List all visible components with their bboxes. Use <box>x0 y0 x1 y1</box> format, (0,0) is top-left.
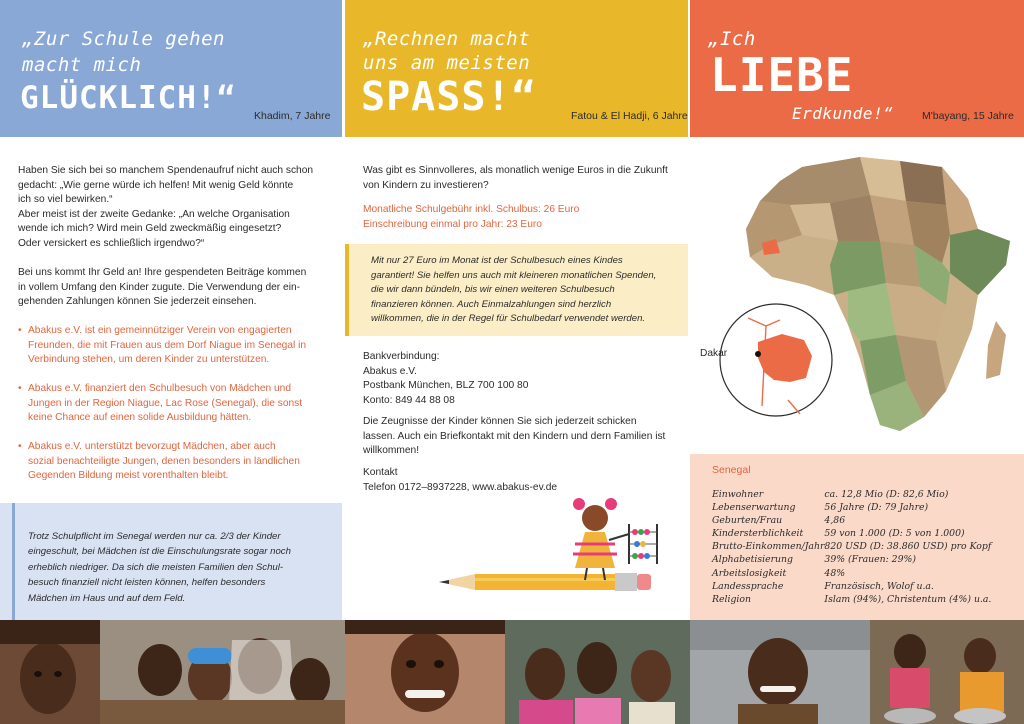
photo-children-group-2 <box>505 620 690 724</box>
certificates-paragraph: Die Zeugnisse der Kinder können Sie sich jederzeit schicken lassen. Auch ein Briefkontakt mit den Kindern und dern Familien ist willkommen! <box>363 416 666 457</box>
contact-block: Kontakt Telefon 0172–8937228, www.abakus-ev.de <box>363 467 558 493</box>
quote-3-line-1: „Ich <box>708 28 756 50</box>
photo-boy-portrait <box>690 620 870 724</box>
table-row: Landessprache Französisch, Wolof u.a. <box>712 580 934 592</box>
photo-smiling-girl <box>345 620 505 724</box>
table-row: Religion Islam (94%), Christentum (4%) u.a. <box>712 593 992 605</box>
quote-2-line-2: uns am meisten <box>363 52 531 74</box>
photo-girl-portrait <box>0 620 100 724</box>
school-info-box <box>0 503 342 620</box>
column-3 <box>690 0 1024 724</box>
school-info-text: Trotz Schulpflicht im Senegal werden nur ca. 2/3 der Kinder eingeschult, bei Mädchen ist die Einschulungsrate sogar noch erheblich niedriger. Da sich die meisten Familien den Schul- besuch finanziell nicht leisten können, helfen besonders Mädchen im Haus und auf dem Feld. <box>28 531 291 604</box>
photo-women-cooking <box>870 620 1024 724</box>
pencil-icon <box>439 573 651 591</box>
child-drawing-icon <box>573 498 629 580</box>
intro-paragraph: Haben Sie sich bei so manchem Spendenaufruf nicht auch schon gedacht: „Wie gerne würde ich helfen! Mit wenig Geld könnte ich so viel bewirken.“ Aber meist ist der zweite Gedanke: „An welche Organisation wende ich mich? Wird mein Geld zweckmäßig eingesetzt? Oder versickert es schließlich irgendwo?“ <box>18 165 314 249</box>
invest-paragraph: Was gibt es Sinnvolleres, als monatlich wenige Euros in die Zukunft von Kindern zu investieren? <box>363 165 668 191</box>
facts-title: Senegal <box>712 464 751 476</box>
quote-3-line-2: LIEBE <box>710 48 854 102</box>
bank-details: Bankverbindung: Abakus e.V. Postbank München, BLZ 700 100 80 Konto: 849 44 88 08 <box>363 351 529 406</box>
table-row: Kindersterblichkeit 59 von 1.000 (D: 5 von 1.000) <box>712 528 965 540</box>
fees-list: Monatliche Schulgebühr inkl. Schulbus: 26 Euro Einschreibung einmal pro Jahr: 23 Euro <box>363 204 580 230</box>
dakar-label: Dakar <box>700 348 728 359</box>
quote-1-line-3: GLÜCKLICH!“ <box>20 80 237 116</box>
column-2 <box>345 0 688 724</box>
bullet-item: • Abakus e.V. finanziert den Schulbesuch von Mädchen und Jungen in der Region Niague, Lac Rose (Senegal), die sonst keine Chance auf einen solide Ausbildung hätten. <box>18 382 334 426</box>
donation-info-text: Mit nur 27 Euro im Monat ist der Schulbesuch eines Kindes garantiert! Sie helfen uns auch mit kleineren monatlichen Spenden, die wir dann bündeln, bis wir einen weiteren Schulbesuch finanzieren können. Auch Einmalzahlungen sind herzlich willkommen, die in der Regel für Schulbedarf verwendet werden. <box>371 255 657 325</box>
quote-3-line-3: Erdkunde!“ <box>792 104 894 123</box>
quote-2-attribution: Fatou & El Hadji, 6 Jahre <box>571 110 688 122</box>
quote-header-3 <box>690 0 1024 137</box>
quote-header-2 <box>345 0 688 137</box>
facts-table <box>712 488 991 606</box>
money-paragraph: Bei uns kommt Ihr Geld an! Ihre gespendeten Beiträge kommen in vollem Umfang den Kinder zugute. Die Verwendung der ein- gehenden Zahlungen können Sie jederzeit einsehen. <box>18 267 307 308</box>
box-accent-bar <box>12 503 15 620</box>
quote-2-line-1: „Rechnen macht <box>363 28 531 50</box>
senegal-zoom-circle <box>718 296 834 426</box>
box-accent-bar <box>345 244 349 336</box>
bullet-item: • Abakus e.V. unterstützt bevorzugt Mädchen, aber auch sozial benachteiligte Jungen, denen besonders in ländlichen Gegenden Bildung meist vorenthalten bleibt. <box>18 440 334 484</box>
table-row: Arbeitslosigkeit 48% <box>712 567 846 579</box>
table-row: Alphabetisierung 39% (Frauen: 29%) <box>712 554 916 566</box>
column-1 <box>0 0 342 724</box>
quote-1-line-2: macht mich <box>22 54 142 76</box>
table-row: Geburten/Frau 4,86 <box>712 515 846 527</box>
quote-2-line-3: SPASS!“ <box>361 74 537 120</box>
child-abacus-illustration <box>425 490 675 615</box>
quote-3-attribution: M'bayang, 15 Jahre <box>922 110 1014 122</box>
bullet-item: • Abakus e.V. ist ein gemeinnütziger Verein von engagierten Freunden, die mit Frauen aus dem Dorf Niague im Senegal in Verbindung stehen, um deren Kinder zu unterstützen. <box>18 324 334 368</box>
quote-1-attribution: Khadim, 7 Jahre <box>254 110 331 122</box>
quote-header-1 <box>0 0 342 137</box>
dakar-marker-icon <box>755 351 761 357</box>
quote-1-line-1: „Zur Schule gehen <box>22 28 225 50</box>
table-row: Einwohner ca. 12,8 Mio (D: 82,6 Mio) <box>712 489 949 500</box>
donation-info-box <box>345 244 688 336</box>
table-row: Brutto-Einkommen/Jahr 820 USD (D: 38.860 USD) pro Kopf <box>712 541 992 553</box>
table-row: Lebenserwartung 56 Jahre (D: 79 Jahre) <box>712 502 929 514</box>
abacus-icon <box>629 524 657 564</box>
photo-children-group-1 <box>100 620 345 724</box>
senegal-facts-box <box>690 454 1024 620</box>
